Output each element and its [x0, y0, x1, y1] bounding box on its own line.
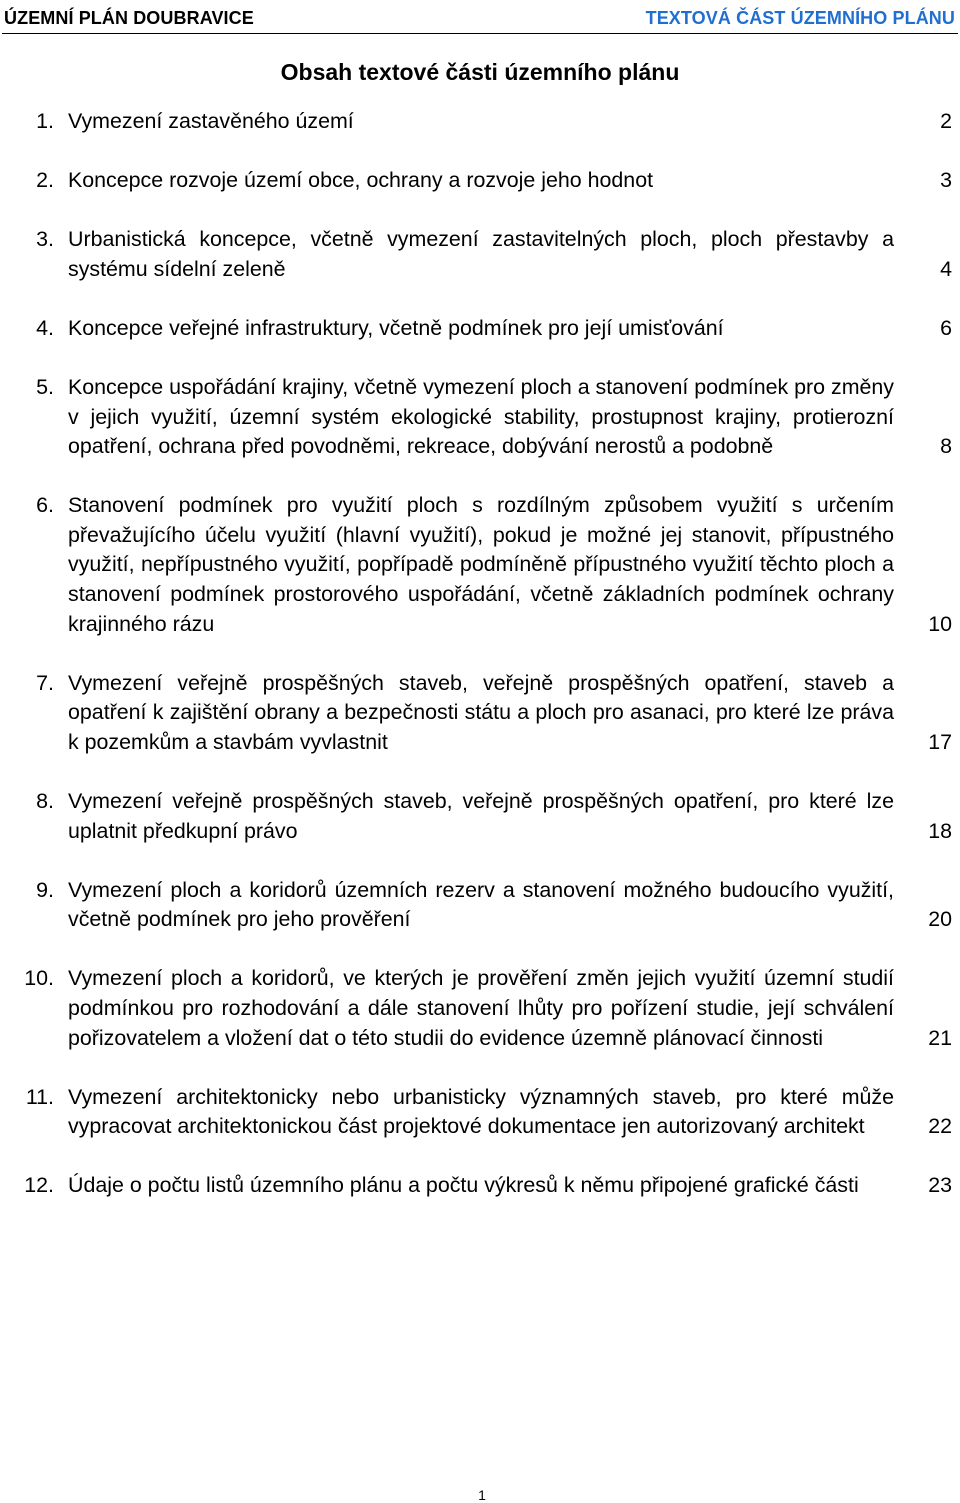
toc-entry-title: Koncepce uspořádání krajiny, včetně vymezení ploch a stanovení podmínek pro změny v jejich využití, územní systém ekologické stability, prostupnost krajiny, protierozní opatření, ochrana před povodněmi, rekreace, dobývání nerostů a podobně	[68, 374, 894, 459]
toc-entry-title: Vymezení architektonicky nebo urbanisticky významných staveb, pro které může vypracovat architektonickou část projektové dokumentace jen autorizovaný architekt	[68, 1084, 894, 1139]
toc-entry-page: 18	[928, 818, 952, 843]
toc-title-text: Obsah textové části územního plánu	[280, 59, 680, 85]
toc-entry-page: 3	[940, 168, 952, 193]
toc-entry-title: Urbanistická koncepce, včetně vymezení zastavitelných ploch, ploch přestavby a systému sídelní zeleně	[68, 227, 894, 281]
toc-entry[interactable]	[0, 1083, 960, 1142]
toc-entry-title: Stanovení podmínek pro využití ploch s rozdílným způsobem využití s určením převažujícího účelu využití (hlavní využití), pokud je možné jej stanovit, přípustného využití, nepřípustného využití, popřípadě podmíněně přípustného využití těchto ploch a stanovení podmínek prostorového uspořádání, včetně základních podmínek ochrany krajinného rázu	[68, 493, 894, 636]
document-header-left: ÚZEMNÍ PLÁN DOUBRAVICE	[4, 8, 254, 28]
toc-entry-number: 12.	[24, 1173, 54, 1198]
toc-entry-title: Vymezení veřejně prospěšných staveb, veřejně prospěšných opatření, pro které lze uplatnit předkupní právo	[68, 789, 894, 843]
toc-title	[0, 59, 960, 86]
toc-entry-page: 8	[940, 434, 952, 459]
toc-entry-number: 6.	[36, 493, 54, 518]
toc-entry-number: 2.	[36, 168, 54, 193]
toc-entry-number: 3.	[36, 227, 54, 252]
toc-entry[interactable]	[0, 491, 960, 639]
toc-entry-page: 10	[928, 611, 952, 636]
toc-entry[interactable]	[0, 787, 960, 846]
toc-entry-page: 6	[940, 315, 952, 340]
toc-entry-page: 22	[928, 1114, 952, 1139]
toc-entry-number: 1.	[36, 109, 54, 133]
toc-entry-title: Vymezení ploch a koridorů, ve kterých je prověření změn jejich využití územní studií podmínkou pro rozhodování a dále stanovení lhůty pro pořízení studie, její schválení pořizovatelem a vložení dat o této studii do evidence územně plánovací činnosti	[68, 966, 894, 1050]
toc-entry-number: 10.	[24, 966, 54, 991]
toc-entry-title: Koncepce rozvoje území obce, ochrany a rozvoje jeho hodnot	[68, 168, 654, 193]
page-number-footer	[0, 1487, 960, 1503]
table-of-contents	[0, 107, 960, 1230]
toc-entry-number: 9.	[36, 877, 54, 902]
toc-entry[interactable]	[0, 314, 960, 344]
toc-entry-page: 2	[940, 109, 952, 133]
toc-entry-page: 17	[928, 729, 952, 754]
toc-entry-number: 7.	[36, 670, 54, 695]
toc-entry[interactable]	[0, 876, 960, 935]
toc-entry[interactable]	[0, 166, 960, 196]
toc-entry-page: 23	[928, 1173, 952, 1198]
toc-entry-number: 5.	[36, 374, 54, 399]
toc-entry-page: 20	[928, 907, 952, 932]
toc-entry-title: Vymezení veřejně prospěšných staveb, veřejně prospěšných opatření, staveb a opatření k zajištění obrany a bezpečnosti státu a ploch pro asanaci, pro které lze práva k pozemkům a stavbám vyvlastnit	[68, 670, 894, 754]
toc-entry[interactable]	[0, 225, 960, 284]
toc-entry-title: Údaje o počtu listů územního plánu a počtu výkresů k němu připojené grafické části	[68, 1173, 859, 1198]
header-divider	[2, 33, 958, 34]
toc-entry-number: 11.	[25, 1084, 54, 1109]
toc-entry-title: Vymezení ploch a koridorů územních rezerv a stanovení možného budoucího využití, včetně podmínek pro jeho prověření	[68, 877, 894, 932]
toc-entry[interactable]	[0, 1171, 960, 1201]
document-header-right: TEXTOVÁ ČÁST ÚZEMNÍHO PLÁNU	[645, 8, 955, 28]
toc-entry[interactable]	[0, 669, 960, 758]
toc-entry-title: Vymezení zastavěného území	[68, 109, 354, 133]
page-number: 1	[478, 1487, 486, 1503]
toc-entry-number: 8.	[36, 789, 54, 813]
toc-entry[interactable]	[0, 964, 960, 1053]
toc-entry[interactable]	[0, 373, 960, 462]
toc-entry[interactable]	[0, 107, 960, 137]
toc-entry-number: 4.	[36, 315, 54, 340]
toc-entry-title: Koncepce veřejné infrastruktury, včetně podmínek pro její umisťování	[68, 315, 724, 340]
toc-entry-page: 21	[928, 1025, 952, 1050]
toc-entry-page: 4	[940, 256, 952, 281]
